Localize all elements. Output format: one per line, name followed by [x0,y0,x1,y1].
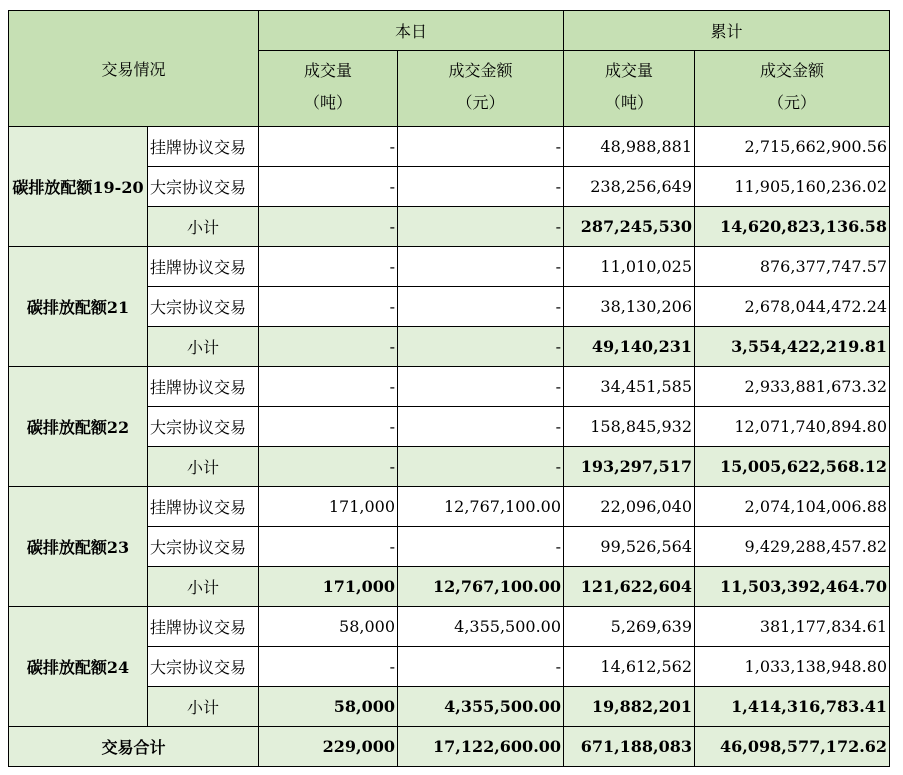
table-row [9,367,890,407]
today-volume-cell: - [259,127,398,167]
cumulative-volume-cell: 99,526,564 [564,527,695,567]
cumulative-amount-cell: 12,071,740,894.80 [695,407,890,447]
subtotal-label: 小计 [148,207,259,247]
today-amount-cell: - [398,247,564,287]
today-amount-cell: - [398,647,564,687]
cumulative-volume-cell: 11,010,025 [564,247,695,287]
cumulative-volume-cell: 38,130,206 [564,287,695,327]
cumulative-volume-cell: 14,612,562 [564,647,695,687]
today-amount-unit: （元） [398,90,564,127]
today-volume-cell: - [259,247,398,287]
total-cumulative-amount-cell: 46,098,577,172.62 [695,727,890,767]
trade-type-label: 大宗协议交易 [148,407,259,447]
subtotal-label: 小计 [148,687,259,727]
trade-type-label: 大宗协议交易 [148,287,259,327]
cumulative-amount-cell: 1,033,138,948.80 [695,647,890,687]
header-row-1 [9,11,890,51]
allowance-group-label: 碳排放配额19-20 [9,127,148,247]
cumulative-volume-cell: 238,256,649 [564,167,695,207]
trade-type-label: 挂牌协议交易 [148,247,259,287]
today-volume-cell: 58,000 [259,607,398,647]
today-amount-cell: 12,767,100.00 [398,487,564,527]
today-amount-cell: - [398,407,564,447]
today-volume-cell: - [259,527,398,567]
today-amount-cell: - [398,367,564,407]
today-amount-cell: - [398,287,564,327]
cumulative-volume-cell: 121,622,604 [564,567,695,607]
today-volume-cell: - [259,447,398,487]
trade-type-label: 大宗协议交易 [148,527,259,567]
cumulative-volume-cell: 5,269,639 [564,607,695,647]
today-amount-cell: - [398,127,564,167]
allowance-group-label: 碳排放配额24 [9,607,148,727]
cumulative-header: 累计 [564,11,890,51]
today-volume-cell: 58,000 [259,687,398,727]
grand-total-label: 交易合计 [9,727,259,767]
cumulative-volume-cell: 287,245,530 [564,207,695,247]
cumulative-amount-cell: 2,678,044,472.24 [695,287,890,327]
today-volume-cell: - [259,407,398,447]
today-amount-cell: 12,767,100.00 [398,567,564,607]
cumulative-volume-cell: 158,845,932 [564,407,695,447]
today-amount-cell: 4,355,500.00 [398,687,564,727]
table-row [9,487,890,527]
table-row [9,127,890,167]
trade-type-label: 挂牌协议交易 [148,367,259,407]
cumulative-amount-cell: 14,620,823,136.58 [695,207,890,247]
section-label-header: 交易情况 [9,11,259,127]
cumulative-amount-cell: 2,715,662,900.56 [695,127,890,167]
today-volume-cell: 171,000 [259,567,398,607]
subtotal-label: 小计 [148,447,259,487]
cumulative-volume-unit: （吨） [564,90,695,127]
cumulative-volume-cell: 48,988,881 [564,127,695,167]
subtotal-label: 小计 [148,567,259,607]
trade-type-label: 挂牌协议交易 [148,487,259,527]
total-today-volume-cell: 229,000 [259,727,398,767]
grand-total-row [9,727,890,767]
today-amount-cell: - [398,207,564,247]
today-volume-cell: - [259,367,398,407]
cumulative-volume-cell: 22,096,040 [564,487,695,527]
allowance-group-label: 碳排放配额21 [9,247,148,367]
cumulative-volume-cell: 34,451,585 [564,367,695,407]
today-amount-cell: - [398,167,564,207]
cumulative-volume-cell: 193,297,517 [564,447,695,487]
cumulative-amount-unit: （元） [695,90,890,127]
today-amount-header: 成交金额 [398,51,564,91]
today-volume-unit: （吨） [259,90,398,127]
trade-type-label: 大宗协议交易 [148,647,259,687]
today-volume-cell: 171,000 [259,487,398,527]
allowance-group-label: 碳排放配额22 [9,367,148,487]
cumulative-amount-cell: 876,377,747.57 [695,247,890,287]
trade-type-label: 挂牌协议交易 [148,607,259,647]
cumulative-amount-cell: 3,554,422,219.81 [695,327,890,367]
cumulative-amount-cell: 1,414,316,783.41 [695,687,890,727]
today-amount-cell: 4,355,500.00 [398,607,564,647]
cumulative-amount-cell: 9,429,288,457.82 [695,527,890,567]
cumulative-amount-cell: 2,074,104,006.88 [695,487,890,527]
today-header: 本日 [259,11,564,51]
today-volume-cell: - [259,167,398,207]
today-volume-cell: - [259,287,398,327]
cumulative-volume-cell: 19,882,201 [564,687,695,727]
today-amount-cell: - [398,447,564,487]
trade-type-label: 挂牌协议交易 [148,127,259,167]
trade-type-label: 大宗协议交易 [148,167,259,207]
today-amount-cell: - [398,527,564,567]
cumulative-amount-cell: 11,503,392,464.70 [695,567,890,607]
total-today-amount-cell: 17,122,600.00 [398,727,564,767]
today-amount-cell: - [398,327,564,367]
cumulative-amount-cell: 15,005,622,568.12 [695,447,890,487]
table-row [9,247,890,287]
today-volume-header: 成交量 [259,51,398,91]
cumulative-amount-cell: 11,905,160,236.02 [695,167,890,207]
allowance-group-label: 碳排放配额23 [9,487,148,607]
trade-summary-table [8,10,890,767]
trade-summary-frame [8,10,890,767]
today-volume-cell: - [259,207,398,247]
cumulative-amount-header: 成交金额 [695,51,890,91]
total-cumulative-volume-cell: 671,188,083 [564,727,695,767]
cumulative-volume-header: 成交量 [564,51,695,91]
cumulative-amount-cell: 2,933,881,673.32 [695,367,890,407]
cumulative-amount-cell: 381,177,834.61 [695,607,890,647]
cumulative-volume-cell: 49,140,231 [564,327,695,367]
table-row [9,607,890,647]
subtotal-label: 小计 [148,327,259,367]
today-volume-cell: - [259,647,398,687]
today-volume-cell: - [259,327,398,367]
